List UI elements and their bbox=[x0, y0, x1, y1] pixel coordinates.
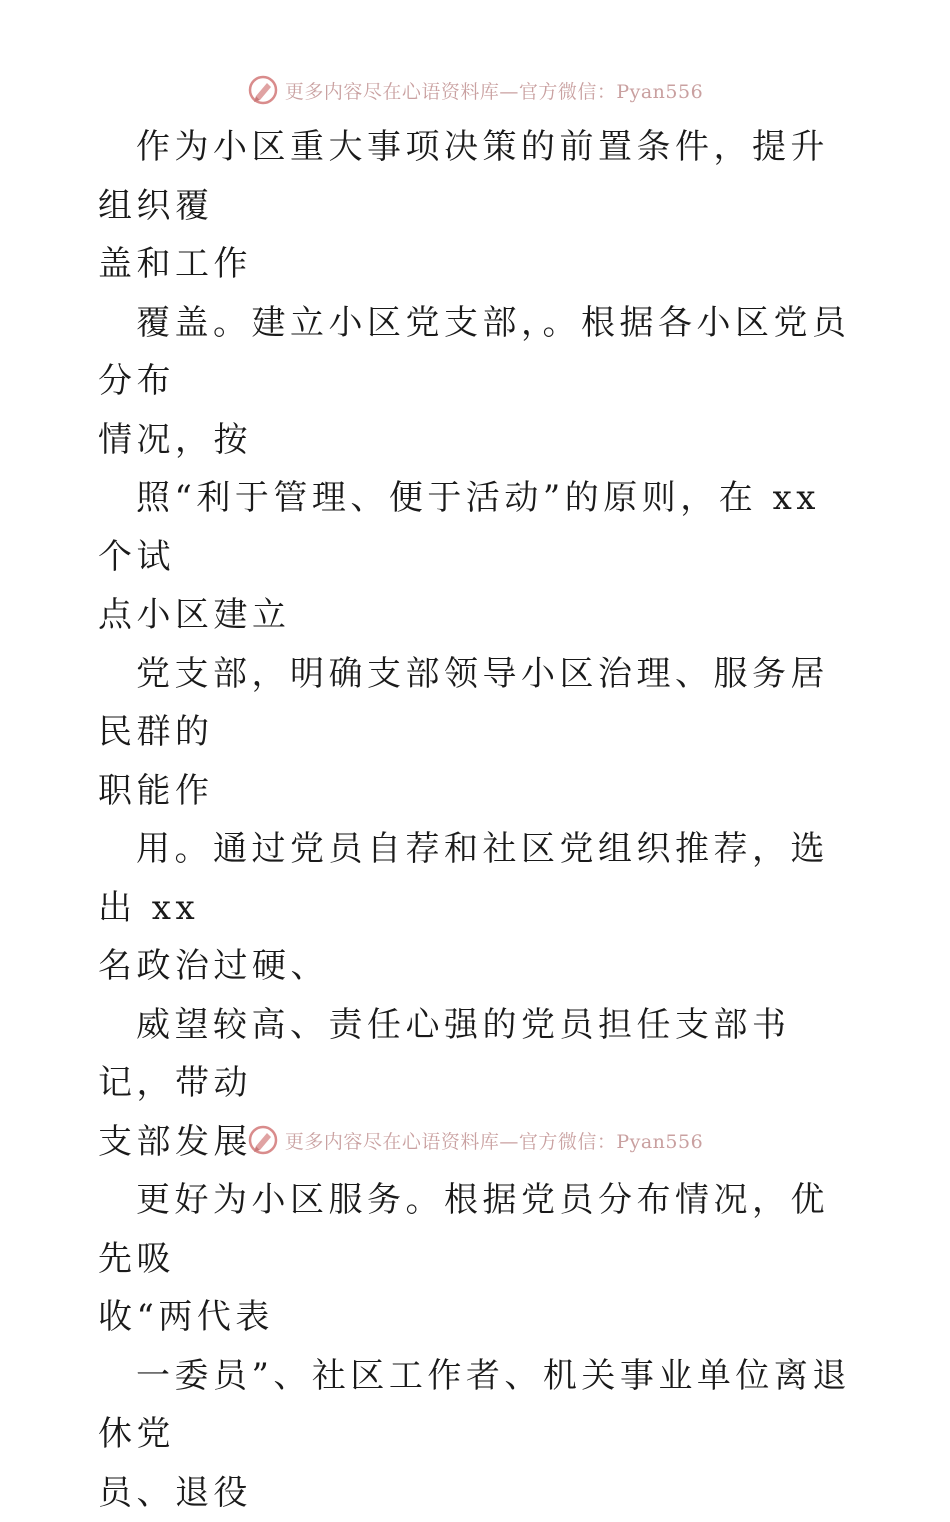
text-line: 威望较高、责任心强的党员担任支部书记，带动 bbox=[98, 996, 858, 1113]
text-line: 用。通过党员自荐和社区党组织推荐，选出 xx bbox=[98, 820, 858, 937]
footer-watermark-banner bbox=[0, 1120, 950, 1160]
text-line: 照“利于管理、便于活动”的原则，在 xx 个试 bbox=[98, 469, 858, 586]
footer-watermark-text: 更多内容尽在心语资料库—官方微信：Pyan556 bbox=[285, 1127, 703, 1154]
text-line: 名政治过硬、 bbox=[98, 937, 858, 996]
text-line: 职能作 bbox=[98, 762, 858, 821]
pen-logo-icon bbox=[247, 1124, 279, 1156]
text-line: 点小区建立 bbox=[98, 586, 858, 645]
header-watermark-banner bbox=[0, 70, 950, 110]
pen-logo-icon bbox=[247, 74, 279, 106]
text-line: 情况，按 bbox=[98, 411, 858, 470]
text-line: 党支部，明确支部领导小区治理、服务居民群的 bbox=[98, 645, 858, 762]
text-line: 收“两代表 bbox=[98, 1288, 858, 1347]
text-line: 一委员”、社区工作者、机关事业单位离退休党 bbox=[98, 1347, 858, 1464]
document-body bbox=[98, 118, 858, 1522]
text-line: 盖和工作 bbox=[98, 235, 858, 294]
header-watermark-text: 更多内容尽在心语资料库—官方微信：Pyan556 bbox=[285, 77, 703, 104]
text-line: 作为小区重大事项决策的前置条件，提升组织覆 bbox=[98, 118, 858, 235]
text-line: 支部发展 bbox=[98, 1113, 858, 1172]
text-lines bbox=[98, 118, 858, 1522]
text-line: 员、退役 bbox=[98, 1464, 858, 1522]
text-line: 覆盖。建立小区党支部，。根据各小区党员分布 bbox=[98, 294, 858, 411]
text-line: 更好为小区服务。根据党员分布情况，优先吸 bbox=[98, 1171, 858, 1288]
